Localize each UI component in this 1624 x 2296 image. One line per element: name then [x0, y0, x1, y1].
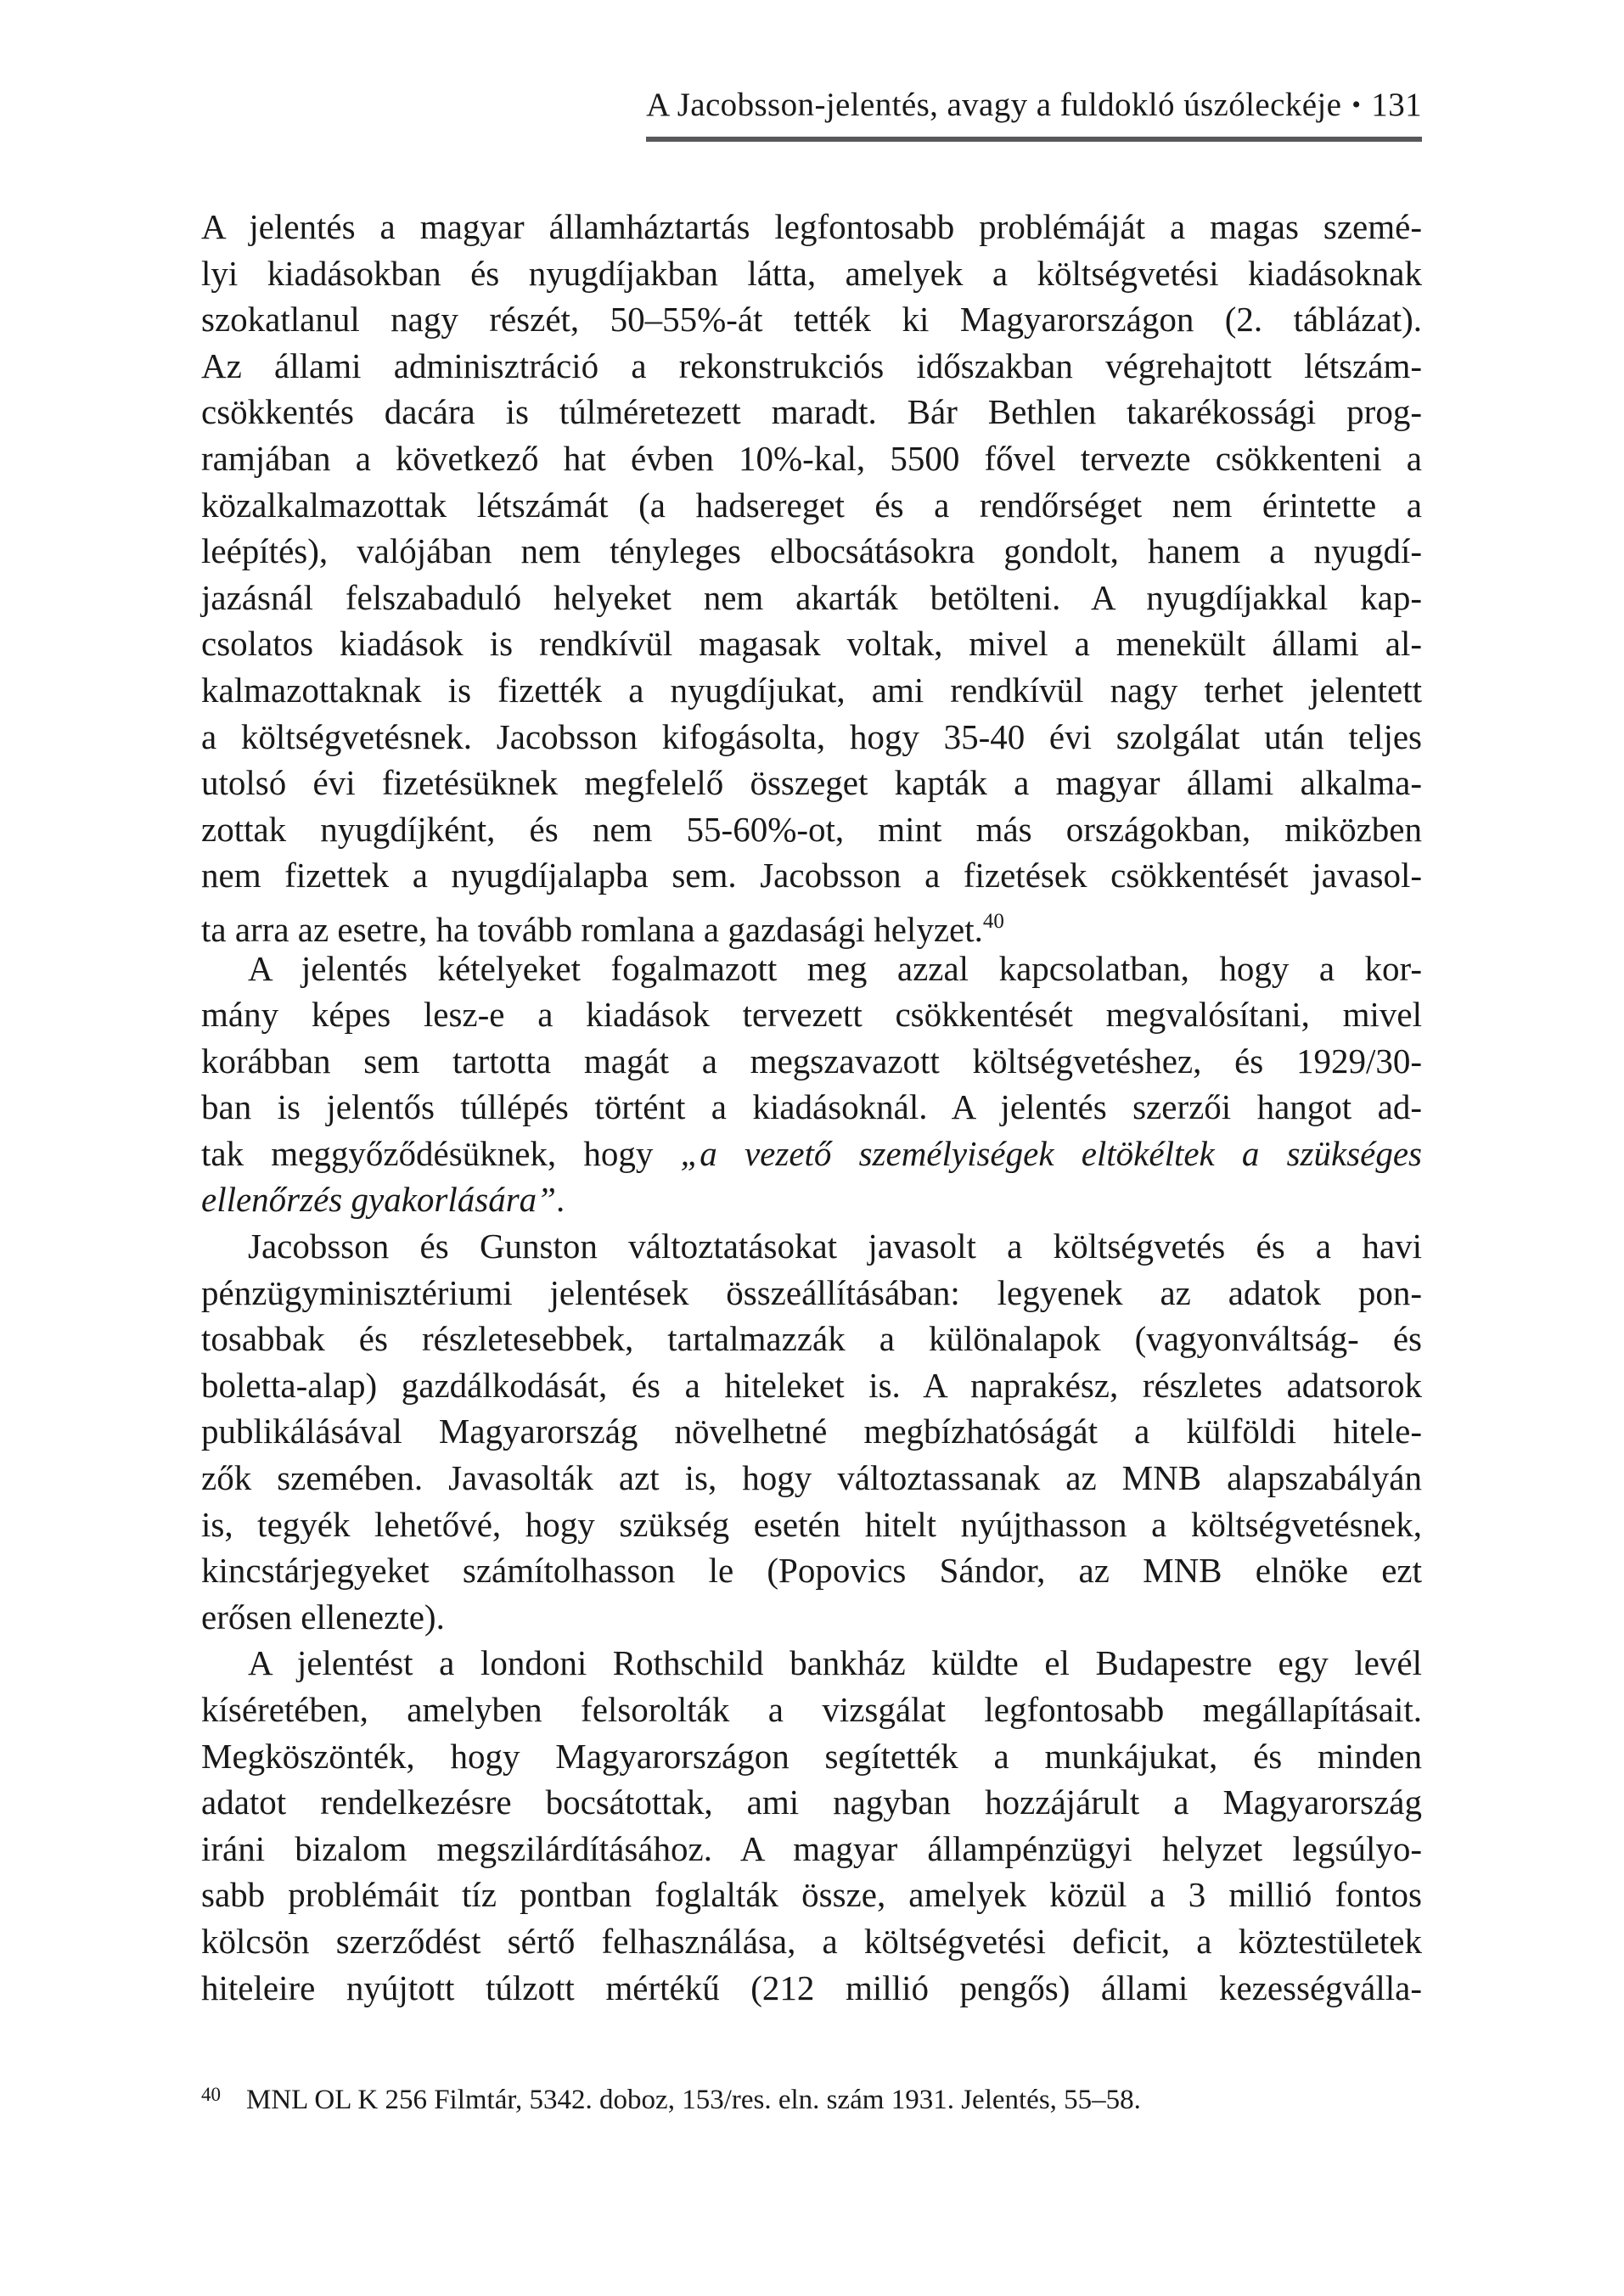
running-header	[646, 85, 1422, 126]
text-line	[201, 1594, 1422, 1641]
text-line	[201, 343, 1422, 390]
text-line	[201, 667, 1422, 714]
footnote-text: MNL OL K 256 Filmtár, 5342. doboz, 153/res. eln. szám 1931. Jelentés, 55–58.	[246, 2085, 1141, 2115]
text-segment: is, tegyék lehetővé, hogy szükség esetén hitelt nyújthasson a költségvetésnek,	[201, 1504, 1422, 1544]
text-line	[201, 1826, 1422, 1872]
text-segment: korábban sem tartotta magát a megszavazott költségvetéshez, és 1929/30-	[201, 1041, 1422, 1081]
text-line	[201, 1408, 1422, 1455]
text-line	[201, 1918, 1422, 1965]
footnote	[201, 2078, 1422, 2117]
text-line	[201, 575, 1422, 621]
text-line	[201, 389, 1422, 435]
text-segment: zottak nyugdíjként, és nem 55-60%-ot, mint más országokban, miközben	[201, 809, 1422, 849]
text-segment: kíséretében, amelyben felsorolták a vizsgálat legfontosabb megállapításait.	[201, 1690, 1422, 1729]
text-line	[201, 1176, 1422, 1223]
text-line	[201, 1872, 1422, 1918]
text-line	[201, 296, 1422, 343]
text-segment: sabb problémáit tíz pontban foglalták össze, amelyek közül a 3 millió fontos	[201, 1875, 1422, 1915]
text-line	[201, 946, 1422, 992]
text-segment: lyi kiadásokban és nyugdíjakban látta, amelyek a költségvetési kiadásoknak	[201, 253, 1422, 293]
text-line	[201, 620, 1422, 667]
text-segment: utolsó évi fizetésüknek megfelelő összeget kapták a magyar állami alkalma-	[201, 763, 1422, 803]
text-segment: „a vezető személyiségek eltökéltek a szükséges	[680, 1133, 1423, 1173]
text-segment: Jacobsson és Gunston változtatásokat javasolt a költségvetés és a havi	[248, 1227, 1422, 1266]
text-line	[201, 852, 1422, 899]
text-segment: adatot rendelkezésre bocsátottak, ami nagyban hozzájárult a Magyarország	[201, 1782, 1422, 1822]
text-segment: kalmazottaknak is fizették a nyugdíjukat, ami rendkívül nagy terhet jelentett	[201, 670, 1422, 710]
text-line	[201, 204, 1422, 250]
text-segment: hiteleire nyújtott túlzott mértékű (212 millió pengős) állami kezességválla-	[201, 1968, 1422, 2007]
text-line	[201, 1547, 1422, 1594]
text-segment: a költségvetésnek. Jacobsson kifogásolta, hogy 35-40 évi szolgálat után teljes	[201, 716, 1422, 756]
text-line	[201, 1733, 1422, 1780]
text-segment: jazásnál felszabaduló helyeket nem akarták betölteni. A nyugdíjakkal kap-	[201, 577, 1422, 617]
text-segment: publikálásával Magyarország növelhetné megbízhatóságát a külföldi hitele-	[201, 1412, 1422, 1451]
text-line	[201, 1687, 1422, 1733]
text-segment: A jelentést a londoni Rothschild bankház küldte el Budapestre egy levél	[248, 1643, 1422, 1683]
text-segment: boletta-alap) gazdálkodását, és a hiteleket is. A naprakész, részletes adatsorok	[201, 1365, 1422, 1405]
text-line	[201, 1131, 1422, 1177]
text-line	[201, 1223, 1422, 1270]
text-segment: közalkalmazottak létszámát (a hadsereget és a rendőrséget nem érintette a	[201, 485, 1422, 525]
text-segment: tak meggyőződésüknek, hogy	[201, 1133, 681, 1173]
page-header	[646, 85, 1422, 142]
text-line	[201, 806, 1422, 853]
text-line	[201, 760, 1422, 806]
text-line	[201, 1640, 1422, 1687]
text-line	[201, 1502, 1422, 1548]
text-line	[201, 435, 1422, 482]
text-segment: leépítés), valójában nem tényleges elbocsátásokra gondolt, hanem a nyugdí-	[201, 531, 1422, 571]
text-line	[201, 1270, 1422, 1316]
text-segment: ramjában a következő hat évben 10%-kal, 5500 fővel tervezte csökkenteni a	[201, 438, 1422, 478]
header-rule	[646, 137, 1422, 142]
text-segment: nem fizettek a nyugdíjalapba sem. Jacobsson a fizetések csökkentését javasol-	[201, 856, 1422, 895]
text-segment: pénzügyminisztériumi jelentések összeállításában: legyenek az adatok pon-	[201, 1272, 1422, 1312]
text-line	[201, 1084, 1422, 1131]
text-line	[201, 991, 1422, 1038]
text-segment: tosabbak és részletesebbek, tartalmazzák a különalapok (vagyonváltság- és	[201, 1319, 1422, 1359]
text-segment: mány képes lesz-e a kiadások tervezett csökkentését megvalósítani, mivel	[201, 995, 1422, 1035]
body-text	[201, 204, 1422, 2011]
text-segment: Megköszönték, hogy Magyarországon segítették a munkájukat, és minden	[201, 1736, 1422, 1776]
header-title: A Jacobsson-jelentés, avagy a fuldokló úszóleckéje	[646, 87, 1342, 123]
text-line	[201, 1965, 1422, 2012]
text-line	[201, 1316, 1422, 1362]
text-segment: iráni bizalom megszilárdításához. A magyar állampénzügyi helyzet legsúlyo-	[201, 1828, 1422, 1868]
text-line	[201, 714, 1422, 761]
text-segment: Az állami adminisztráció a rekonstrukciós időszakban végrehajtott létszám-	[201, 345, 1422, 385]
text-line	[201, 1362, 1422, 1409]
text-line	[201, 1779, 1422, 1826]
text-segment: zők szemében. Javasolták azt is, hogy változtassanak az MNB alapszabályán	[201, 1458, 1422, 1498]
text-line	[201, 528, 1422, 575]
text-segment: szokatlanul nagy részét, 50–55%-át tették ki Magyarországon (2. táblázat).	[201, 300, 1422, 340]
text-segment: .	[555, 1180, 565, 1220]
text-segment: csökkentés dacára is túlméretezett maradt. Bár Bethlen takarékossági prog-	[201, 392, 1422, 432]
header-page-number: 131	[1371, 87, 1422, 123]
text-segment: erősen ellenezte).	[201, 1597, 445, 1636]
text-segment: ban is jelentős túllépés történt a kiadásoknál. A jelentés szerzői hangot ad-	[201, 1087, 1422, 1127]
text-segment: kölcsön szerződést sértő felhasználása, a költségvetési deficit, a köztestületek	[201, 1921, 1422, 1961]
text-segment: kincstárjegyeket számítolhasson le (Popovics Sándor, az MNB elnöke ezt	[201, 1551, 1422, 1591]
text-line	[201, 1038, 1422, 1085]
text-line	[201, 1455, 1422, 1502]
text-segment: csolatos kiadások is rendkívül magasak voltak, mivel a menekült állami al-	[201, 624, 1422, 664]
text-segment: A jelentés a magyar államháztartás legfontosabb problémáját a magas szemé-	[201, 207, 1422, 246]
text-line	[201, 899, 1422, 949]
footnote-reference: 40	[982, 909, 1004, 933]
footnote-marker: 40	[201, 2084, 221, 2105]
text-line	[201, 250, 1422, 297]
text-line	[201, 482, 1422, 529]
text-segment: ellenőrzés gyakorlására”	[201, 1180, 556, 1220]
text-segment: ta arra az esetre, ha tovább romlana a gazdasági helyzet.	[201, 909, 983, 949]
header-bullet: •	[1351, 91, 1362, 119]
text-segment: A jelentés kételyeket fogalmazott meg azzal kapcsolatban, hogy a kor-	[248, 948, 1422, 988]
